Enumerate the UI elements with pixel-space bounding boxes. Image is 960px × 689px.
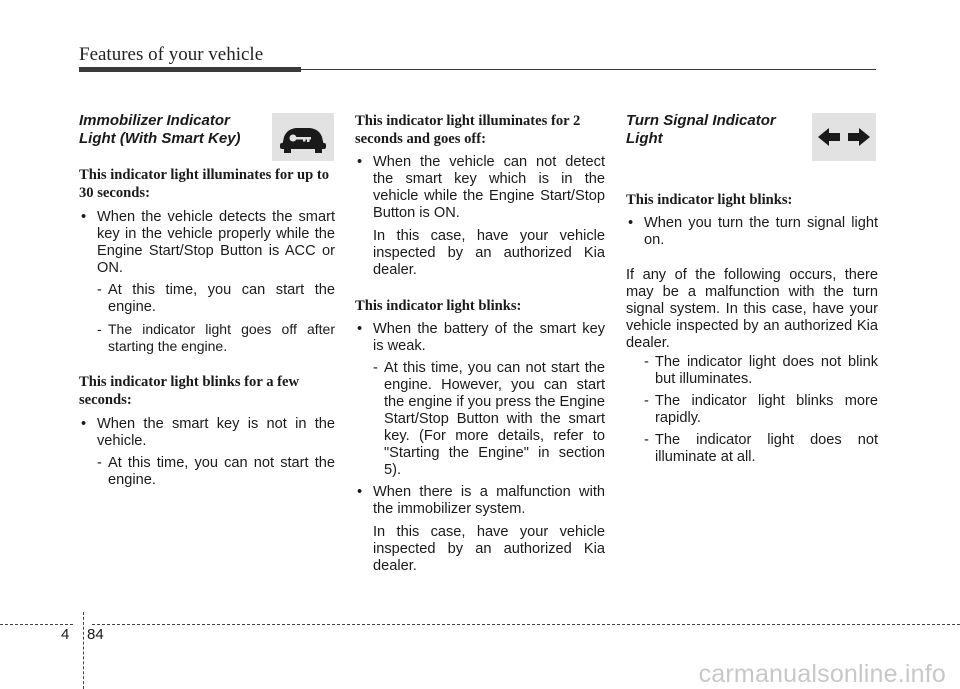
bullet-item: • When there is a malfunction with the immobilizer system. bbox=[355, 484, 605, 518]
watermark: carmanualsonline.info bbox=[698, 660, 946, 688]
bullet-item: • When the vehicle can not detect the smart key which is in the vehicle while the Engine Start/Stop Button is ON. bbox=[355, 154, 605, 222]
column-immobilizer-cont bbox=[355, 112, 605, 575]
footer-rule-right bbox=[92, 624, 960, 625]
dash-text: The indicator light does not illuminate at all. bbox=[655, 432, 878, 465]
dash-item: - The indicator light goes off after starting the engine. bbox=[97, 321, 335, 354]
bullet-item: • When the vehicle detects the smart key in the vehicle properly while the Engine Start/Stop Button is ACC or ON. bbox=[79, 209, 335, 277]
indented-paragraph: In this case, have your vehicle inspected by an authorized Kia dealer. bbox=[373, 228, 605, 278]
dash-text: The indicator light does not blink but illuminates. bbox=[655, 354, 878, 387]
page-header-title: Features of your vehicle bbox=[79, 44, 264, 65]
dash-text: At this time, you can start the engine. bbox=[108, 282, 335, 315]
dash-text: The indicator light blinks more rapidly. bbox=[655, 393, 878, 426]
paragraph: This indicator light blinks: bbox=[626, 192, 793, 208]
dash-item: - The indicator light does not illuminate at all. bbox=[644, 432, 878, 465]
dash-text: The indicator light goes off after starting the engine. bbox=[108, 321, 335, 354]
bullet-item: • When you turn the turn signal light on. bbox=[626, 215, 878, 249]
paragraph: This indicator light illuminates for 2 seconds and goes off: bbox=[355, 113, 581, 147]
dash-item: - At this time, you can start the engine. bbox=[97, 282, 335, 315]
heading-line: Immobilizer Indicator bbox=[79, 112, 230, 129]
heading-line: Light bbox=[626, 130, 663, 147]
dash-item: - At this time, you can not start the engine. However, you can start the engine if you press the Engine Start/Stop Button with the smart key. (For more details, refer to "Starting the Engine" in section 5). bbox=[373, 360, 605, 478]
bullet-item: • When the battery of the smart key is weak. bbox=[355, 321, 605, 355]
page-number: 84 bbox=[87, 626, 104, 643]
dash-text: At this time, you can not start the engine. bbox=[108, 455, 335, 488]
column-immobilizer bbox=[79, 112, 335, 489]
chapter-number: 4 bbox=[61, 626, 70, 643]
paragraph: If any of the following occurs, there may be a malfunction with the turn signal system. In this case, have your vehicle inspected by an authorized Kia dealer. bbox=[626, 267, 878, 351]
column-turn-signal bbox=[626, 112, 878, 466]
dash-item: - The indicator light does not blink but illuminates. bbox=[644, 354, 878, 387]
indented-paragraph: In this case, have your vehicle inspected by an authorized Kia dealer. bbox=[373, 524, 605, 574]
paragraph: This indicator light blinks for a few seconds: bbox=[79, 374, 300, 408]
dash-text: At this time, you can not start the engine. However, you can start the engine if you press the Engine Start/Stop Button with the smart key. (For more details, refer to "Starting the Engine" in section 5). bbox=[384, 360, 605, 478]
dash-item: - The indicator light blinks more rapidly. bbox=[644, 393, 878, 426]
bullet-item: • When the smart key is not in the vehicle. bbox=[79, 416, 335, 450]
dash-item: - At this time, you can not start the engine. bbox=[97, 455, 335, 488]
header-rule bbox=[301, 69, 876, 70]
footer-rule-left bbox=[0, 624, 73, 625]
immobilizer-heading bbox=[79, 112, 254, 148]
heading-line: Light (With Smart Key) bbox=[79, 130, 241, 147]
header-bar bbox=[79, 67, 301, 72]
paragraph: This indicator light blinks: bbox=[355, 298, 522, 314]
heading-line: Turn Signal Indicator bbox=[626, 112, 776, 129]
paragraph: This indicator light illuminates for up to 30 seconds: bbox=[79, 167, 330, 201]
turn-signal-heading bbox=[626, 112, 801, 148]
footer-divider bbox=[83, 612, 84, 689]
